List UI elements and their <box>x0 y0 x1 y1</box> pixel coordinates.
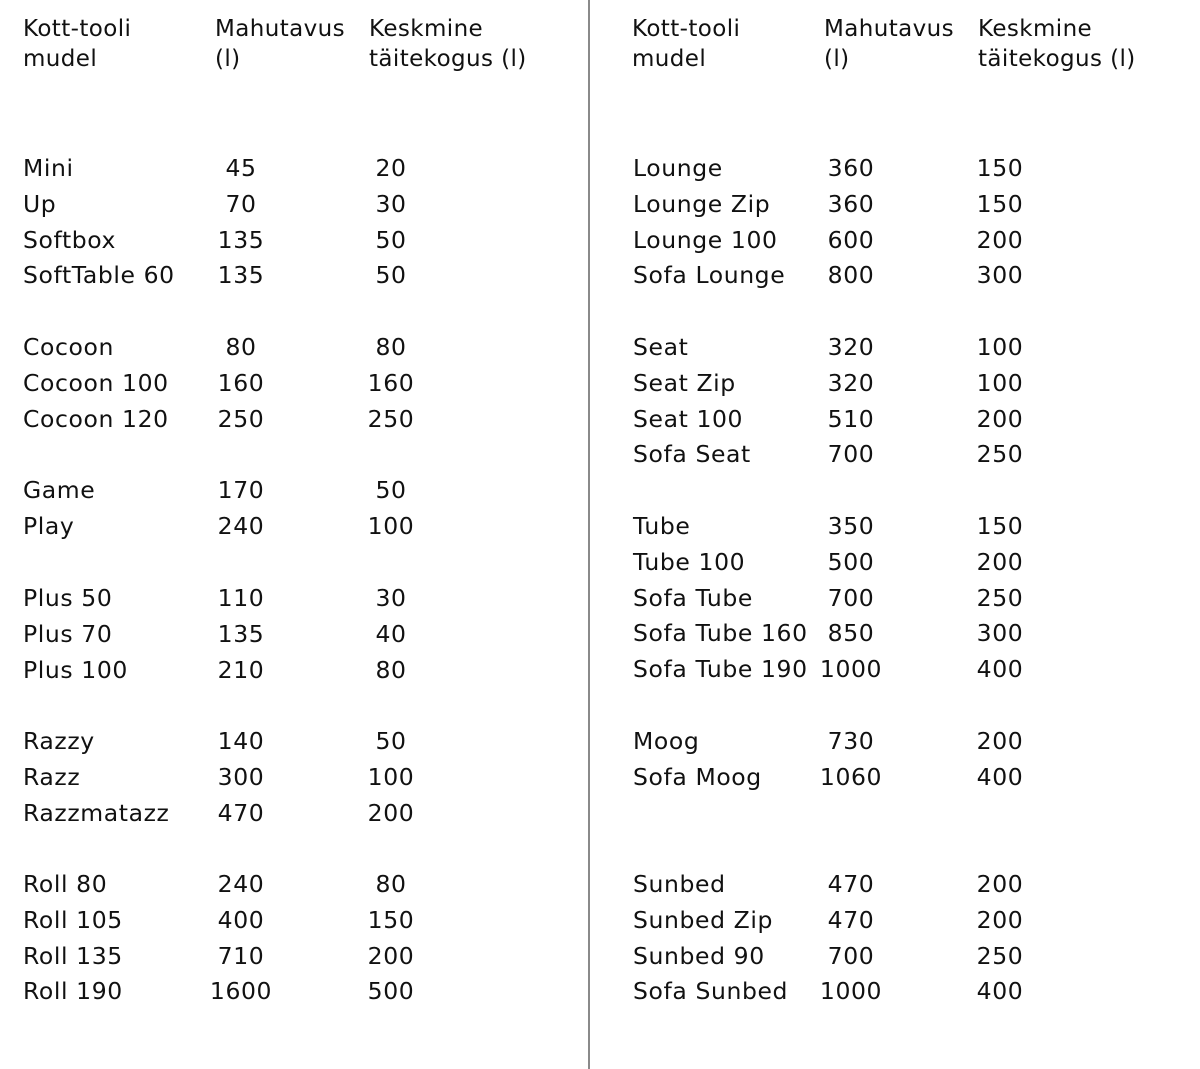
fill-value: 250 <box>976 440 1024 469</box>
fill-value: 30 <box>375 189 407 218</box>
fill-value: 200 <box>976 547 1024 576</box>
table-row <box>0 186 580 222</box>
model-name: Cocoon 120 <box>23 404 169 433</box>
capacity-value: 240 <box>217 870 265 898</box>
capacity-value: 700 <box>827 941 875 970</box>
table-row <box>610 401 1190 437</box>
fill-value: 300 <box>976 619 1024 648</box>
fill-value: 150 <box>976 512 1024 540</box>
fill-value: 80 <box>375 655 407 684</box>
fill-value: 20 <box>375 154 407 182</box>
capacity-value: 700 <box>827 440 875 469</box>
capacity-value: 70 <box>225 189 257 218</box>
left-table <box>0 0 580 1069</box>
fill-value: 200 <box>976 225 1024 254</box>
capacity-value: 110 <box>217 584 265 612</box>
model-name: Sofa Sunbed <box>633 977 789 1006</box>
model-name: Lounge <box>633 154 723 182</box>
table-row <box>610 973 1190 1009</box>
model-name: Sofa Tube <box>633 583 753 612</box>
fill-value: 80 <box>375 333 407 361</box>
table-row <box>610 938 1190 974</box>
header-model: Kott-tooli mudel <box>23 16 132 72</box>
model-name: Cocoon <box>23 333 114 361</box>
table-row <box>0 938 580 974</box>
capacity-value: 600 <box>827 225 875 254</box>
fill-value: 40 <box>375 619 407 648</box>
header-capacity: Mahutavus (l) <box>824 16 954 72</box>
model-name: Tube 100 <box>633 547 746 576</box>
capacity-value: 700 <box>827 583 875 612</box>
table-row <box>0 580 580 616</box>
table-row <box>0 973 580 1009</box>
table-row <box>0 616 580 652</box>
fill-value: 160 <box>367 368 415 397</box>
table-row <box>610 759 1190 795</box>
model-name: Seat Zip <box>633 368 736 397</box>
fill-value: 200 <box>367 798 415 827</box>
table-row <box>0 329 580 365</box>
fill-value: 400 <box>976 762 1024 791</box>
model-name: Razz <box>23 762 81 791</box>
fill-value: 100 <box>976 368 1024 397</box>
model-name: Play <box>23 511 75 540</box>
capacity-value: 300 <box>217 762 265 791</box>
capacity-value: 850 <box>827 619 875 648</box>
model-name: Sofa Moog <box>633 762 762 791</box>
model-name: Lounge 100 <box>633 225 778 254</box>
capacity-value: 710 <box>217 941 265 970</box>
capacity-value: 350 <box>827 512 875 540</box>
fill-value: 250 <box>976 583 1024 612</box>
model-name: Moog <box>633 727 700 755</box>
table-row <box>610 508 1190 544</box>
capacity-value: 160 <box>217 368 265 397</box>
capacity-value: 135 <box>217 225 265 254</box>
table-row <box>610 186 1190 222</box>
table-row <box>0 723 580 759</box>
table-row <box>0 795 580 831</box>
fill-value: 250 <box>367 404 415 433</box>
model-name: Game <box>23 476 96 504</box>
model-name: Seat <box>633 333 689 361</box>
fill-value: 150 <box>976 189 1024 218</box>
table-row <box>610 723 1190 759</box>
capacity-value: 510 <box>827 404 875 433</box>
capacity-value: 470 <box>827 905 875 934</box>
column-divider <box>588 0 590 1069</box>
header-fill: Keskmine täitekogus (l) <box>978 16 1136 72</box>
model-name: Sofa Tube 190 <box>633 655 808 684</box>
model-name: Sunbed 90 <box>633 941 765 970</box>
capacity-value: 210 <box>217 655 265 684</box>
table-row <box>610 436 1190 472</box>
model-name: Plus 100 <box>23 655 128 684</box>
capacity-value: 730 <box>827 727 875 755</box>
model-name: Roll 135 <box>23 941 123 970</box>
model-name: Tube <box>633 512 691 540</box>
capacity-value: 800 <box>827 261 875 290</box>
capacity-value: 1000 <box>819 977 883 1006</box>
capacity-value: 360 <box>827 154 875 182</box>
table-row <box>610 902 1190 938</box>
model-name: Plus 70 <box>23 619 113 648</box>
model-name: Up <box>23 189 57 218</box>
header-fill: Keskmine täitekogus (l) <box>369 16 527 72</box>
table-row <box>610 580 1190 616</box>
model-name: Plus 50 <box>23 584 113 612</box>
fill-value: 50 <box>375 727 407 755</box>
table-row <box>0 401 580 437</box>
capacity-value: 135 <box>217 619 265 648</box>
table-row <box>0 365 580 401</box>
fill-value: 400 <box>976 655 1024 684</box>
model-name: Seat 100 <box>633 404 744 433</box>
fill-value: 100 <box>367 762 415 791</box>
fill-value: 500 <box>367 977 415 1006</box>
table-row <box>0 472 580 508</box>
table-row <box>0 652 580 688</box>
fill-value: 30 <box>375 584 407 612</box>
table-row <box>0 257 580 293</box>
capacity-value: 1600 <box>209 977 273 1006</box>
capacity-value: 240 <box>217 511 265 540</box>
table-row <box>610 257 1190 293</box>
table-row <box>610 544 1190 580</box>
model-name: Softbox <box>23 225 117 254</box>
fill-value: 250 <box>976 941 1024 970</box>
model-name: Mini <box>23 154 74 182</box>
fill-value: 100 <box>976 333 1024 361</box>
model-name: Lounge Zip <box>633 189 771 218</box>
model-name: Razzy <box>23 727 95 755</box>
fill-value: 400 <box>976 977 1024 1006</box>
fill-value: 300 <box>976 261 1024 290</box>
table-row <box>0 150 580 186</box>
fill-value: 100 <box>367 511 415 540</box>
table-row <box>610 329 1190 365</box>
fill-value: 80 <box>375 870 407 898</box>
capacity-value: 1060 <box>819 762 883 791</box>
model-name: Sofa Seat <box>633 440 751 469</box>
fill-value: 200 <box>976 727 1024 755</box>
model-name: SoftTable 60 <box>23 261 175 290</box>
model-name: Roll 105 <box>23 905 123 934</box>
model-name: Sofa Tube 160 <box>633 619 808 648</box>
fill-value: 150 <box>976 154 1024 182</box>
table-row <box>0 508 580 544</box>
fill-value: 200 <box>367 941 415 970</box>
capacity-value: 80 <box>225 333 257 361</box>
header-capacity: Mahutavus (l) <box>215 16 345 72</box>
table-row <box>610 615 1190 651</box>
table-row <box>0 866 580 902</box>
model-name: Razzmatazz <box>23 798 170 827</box>
table-row <box>0 759 580 795</box>
right-table <box>610 0 1190 1069</box>
table-row <box>610 150 1190 186</box>
capacity-value: 320 <box>827 333 875 361</box>
capacity-value: 135 <box>217 261 265 290</box>
fill-value: 50 <box>375 225 407 254</box>
model-name: Sunbed Zip <box>633 905 774 934</box>
fill-value: 50 <box>375 476 407 504</box>
fill-value: 200 <box>976 905 1024 934</box>
capacity-value: 45 <box>225 154 257 182</box>
capacity-value: 250 <box>217 404 265 433</box>
capacity-value: 320 <box>827 368 875 397</box>
capacity-value: 500 <box>827 547 875 576</box>
table-row <box>610 866 1190 902</box>
capacity-value: 140 <box>217 727 265 755</box>
header-model: Kott-tooli mudel <box>632 16 741 72</box>
fill-value: 150 <box>367 905 415 934</box>
table-row <box>0 902 580 938</box>
table-row <box>610 651 1190 687</box>
model-name: Roll 190 <box>23 977 123 1006</box>
model-name: Cocoon 100 <box>23 368 169 397</box>
table-row <box>610 222 1190 258</box>
capacity-value: 470 <box>827 870 875 898</box>
model-name: Sunbed <box>633 870 726 898</box>
table-row <box>0 222 580 258</box>
model-name: Roll 80 <box>23 870 108 898</box>
capacity-value: 360 <box>827 189 875 218</box>
model-name: Sofa Lounge <box>633 261 786 290</box>
fill-value: 50 <box>375 261 407 290</box>
capacity-value: 400 <box>217 905 265 934</box>
table-row <box>610 365 1190 401</box>
capacity-value: 470 <box>217 798 265 827</box>
fill-value: 200 <box>976 870 1024 898</box>
capacity-value: 1000 <box>819 655 883 684</box>
fill-value: 200 <box>976 404 1024 433</box>
capacity-value: 170 <box>217 476 265 504</box>
